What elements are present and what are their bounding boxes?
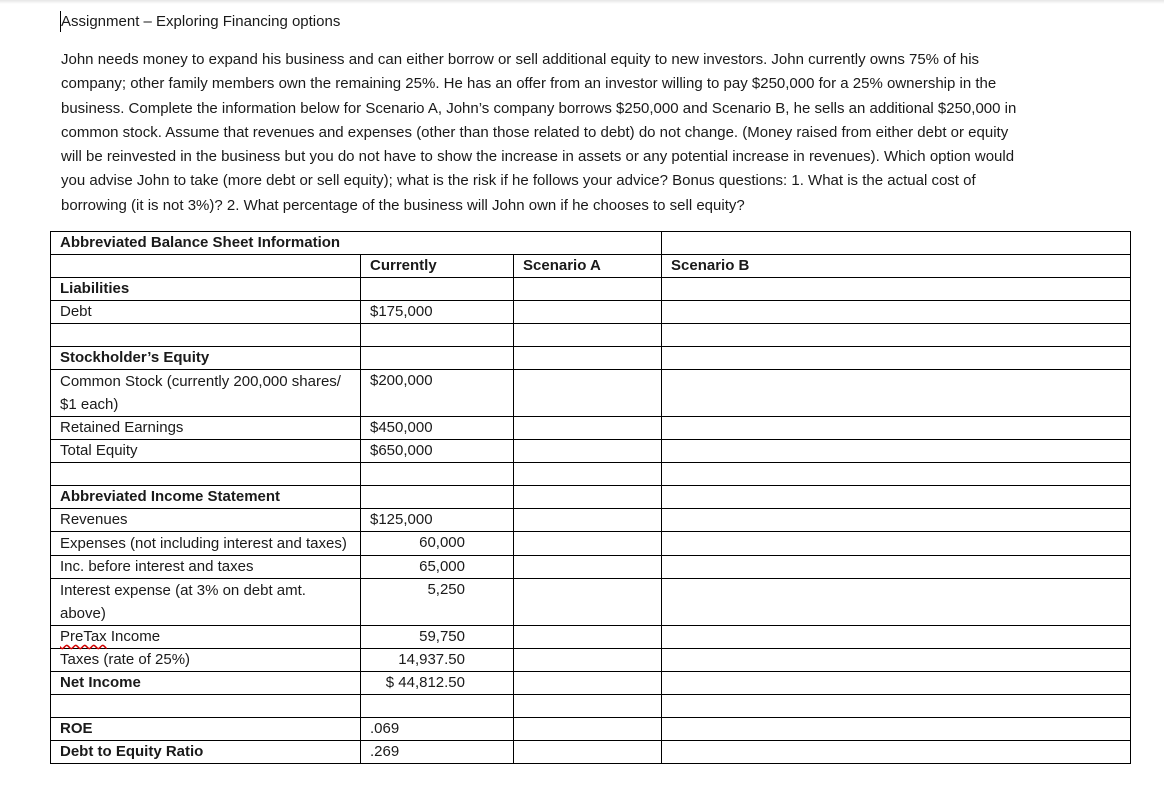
table-cell[interactable]: [51, 695, 361, 718]
total-equity-scenario-a[interactable]: [514, 440, 662, 463]
financing-table: [50, 231, 1131, 764]
revenues-scenario-a[interactable]: [514, 509, 662, 532]
total-equity-label: Total Equity: [51, 440, 361, 463]
expenses-scenario-b[interactable]: [662, 532, 1131, 556]
net-income-current: $ 44,812.50: [361, 672, 514, 695]
retained-earnings-current: $450,000: [361, 417, 514, 440]
revenues-label: Revenues: [51, 509, 361, 532]
table-cell[interactable]: [361, 278, 514, 301]
table-row: [51, 417, 1131, 440]
expenses-scenario-a[interactable]: [514, 532, 662, 556]
table-cell[interactable]: [662, 278, 1131, 301]
ebit-label: Inc. before interest and taxes: [51, 556, 361, 579]
debt-scenario-a[interactable]: [514, 301, 662, 324]
table-cell[interactable]: [514, 278, 662, 301]
retained-earnings-label: Retained Earnings: [51, 417, 361, 440]
table-row: [51, 509, 1131, 532]
table-row: [51, 556, 1131, 579]
debt-label: Debt: [51, 301, 361, 324]
debt-to-equity-current: .269: [361, 741, 514, 764]
table-cell[interactable]: [51, 255, 361, 278]
paragraph-line: business. Complete the information below for Scenario A, John’s company borrows $250,000 and Scenario B, he sells an additional $250,000 in: [61, 99, 1017, 117]
interest-expense-label: Interest expense (at 3% on debt amt. above): [51, 579, 361, 626]
table-row: [51, 579, 1131, 626]
table-cell[interactable]: [361, 324, 514, 347]
table-cell[interactable]: [662, 695, 1131, 718]
revenues-scenario-b[interactable]: [662, 509, 1131, 532]
roe-scenario-a[interactable]: [514, 718, 662, 741]
balance-sheet-title: Abbreviated Balance Sheet Information: [51, 232, 662, 255]
table-cell[interactable]: [514, 347, 662, 370]
common-stock-current: $200,000: [361, 370, 514, 417]
table-row: [51, 463, 1131, 486]
debt-scenario-b[interactable]: [662, 301, 1131, 324]
table-cell[interactable]: [51, 463, 361, 486]
table-row: [51, 232, 1131, 255]
pretax-income-current: 59,750: [361, 626, 514, 649]
table-row: [51, 626, 1131, 649]
roe-current: .069: [361, 718, 514, 741]
total-equity-current: $650,000: [361, 440, 514, 463]
table-cell[interactable]: [361, 463, 514, 486]
table-cell[interactable]: [514, 695, 662, 718]
table-row: [51, 741, 1131, 764]
pretax-income-scenario-a[interactable]: [514, 626, 662, 649]
paragraph-line: borrowing (it is not 3%)? 2. What percentage of the business will John own if he chooses to sell equity?: [61, 196, 745, 214]
table-row: [51, 255, 1131, 278]
table-cell[interactable]: [662, 486, 1131, 509]
table-row: [51, 370, 1131, 417]
common-stock-scenario-a[interactable]: [514, 370, 662, 417]
retained-earnings-scenario-a[interactable]: [514, 417, 662, 440]
paragraph-line: will be reinvested in the business but you do not have to show the increase in assets or any potential increase in revenues). Which option would: [61, 148, 1015, 166]
table-cell[interactable]: [51, 324, 361, 347]
table-row: [51, 672, 1131, 695]
taxes-scenario-a[interactable]: [514, 649, 662, 672]
debt-to-equity-scenario-b[interactable]: [662, 741, 1131, 764]
table-row: [51, 324, 1131, 347]
net-income-label: Net Income: [51, 672, 361, 695]
common-stock-label: Common Stock (currently 200,000 shares/ $1 each): [51, 370, 361, 417]
roe-scenario-b[interactable]: [662, 718, 1131, 741]
assignment-paragraph: [61, 48, 1146, 218]
header-currently: Currently: [361, 255, 514, 278]
header-scenario-a: Scenario A: [514, 255, 662, 278]
paragraph-line: company; other family members own the remaining 25%. He has an offer from an investor willing to pay $250,000 for a 25% ownership in the: [61, 75, 997, 93]
table-cell[interactable]: [361, 347, 514, 370]
common-stock-scenario-b[interactable]: [662, 370, 1131, 417]
table-cell[interactable]: [662, 232, 1131, 255]
table-row: [51, 440, 1131, 463]
window-top-edge: [0, 0, 1164, 4]
debt-current: $175,000: [361, 301, 514, 324]
expenses-label: Expenses (not including interest and taxes): [51, 532, 361, 556]
retained-earnings-scenario-b[interactable]: [662, 417, 1131, 440]
table-row: [51, 486, 1131, 509]
table-row: [51, 718, 1131, 741]
table-cell[interactable]: [662, 347, 1131, 370]
table-row: [51, 301, 1131, 324]
table-cell[interactable]: [514, 324, 662, 347]
table-cell[interactable]: [514, 463, 662, 486]
interest-expense-current: 5,250: [361, 579, 514, 626]
net-income-scenario-b[interactable]: [662, 672, 1131, 695]
table-cell[interactable]: [361, 486, 514, 509]
debt-to-equity-scenario-a[interactable]: [514, 741, 662, 764]
table-cell[interactable]: [662, 324, 1131, 347]
income-statement-label: Abbreviated Income Statement: [51, 486, 361, 509]
table-row: [51, 649, 1131, 672]
roe-label: ROE: [51, 718, 361, 741]
taxes-label: Taxes (rate of 25%): [51, 649, 361, 672]
revenues-current: $125,000: [361, 509, 514, 532]
header-scenario-b: Scenario B: [662, 255, 1131, 278]
total-equity-scenario-b[interactable]: [662, 440, 1131, 463]
debt-to-equity-label: Debt to Equity Ratio: [51, 741, 361, 764]
table-cell[interactable]: [361, 695, 514, 718]
paragraph-line: common stock. Assume that revenues and expenses (other than those related to debt) do not change. (Money raised from either debt or equity: [61, 123, 1009, 141]
pretax-income-scenario-b[interactable]: [662, 626, 1131, 649]
interest-expense-scenario-b[interactable]: [662, 579, 1131, 626]
table-cell[interactable]: [662, 463, 1131, 486]
pretax-word: PreTax: [60, 628, 107, 645]
ebit-scenario-a[interactable]: [514, 556, 662, 579]
ebit-current: 65,000: [361, 556, 514, 579]
taxes-scenario-b[interactable]: [662, 649, 1131, 672]
liabilities-label: Liabilities: [51, 278, 361, 301]
table-row: [51, 532, 1131, 556]
taxes-current: 14,937.50: [361, 649, 514, 672]
interest-expense-scenario-a[interactable]: [514, 579, 662, 626]
table-row: [51, 347, 1131, 370]
net-income-scenario-a[interactable]: [514, 672, 662, 695]
paragraph-line: you advise John to take (more debt or sell equity); what is the risk if he follows your advice? Bonus questions: 1. What is the actual cost of: [61, 172, 976, 190]
pretax-income-label: [51, 626, 361, 649]
equity-label: Stockholder’s Equity: [51, 347, 361, 370]
table-cell[interactable]: [514, 486, 662, 509]
pretax-rest: Income: [106, 628, 161, 645]
table-row: [51, 278, 1131, 301]
document-title: Assignment – Exploring Financing options: [61, 13, 341, 30]
paragraph-line: John needs money to expand his business and can either borrow or sell additional equity to new investors. John currently owns 75% of his: [61, 51, 980, 68]
table-row: [51, 695, 1131, 718]
expenses-current: 60,000: [361, 532, 514, 556]
ebit-scenario-b[interactable]: [662, 556, 1131, 579]
